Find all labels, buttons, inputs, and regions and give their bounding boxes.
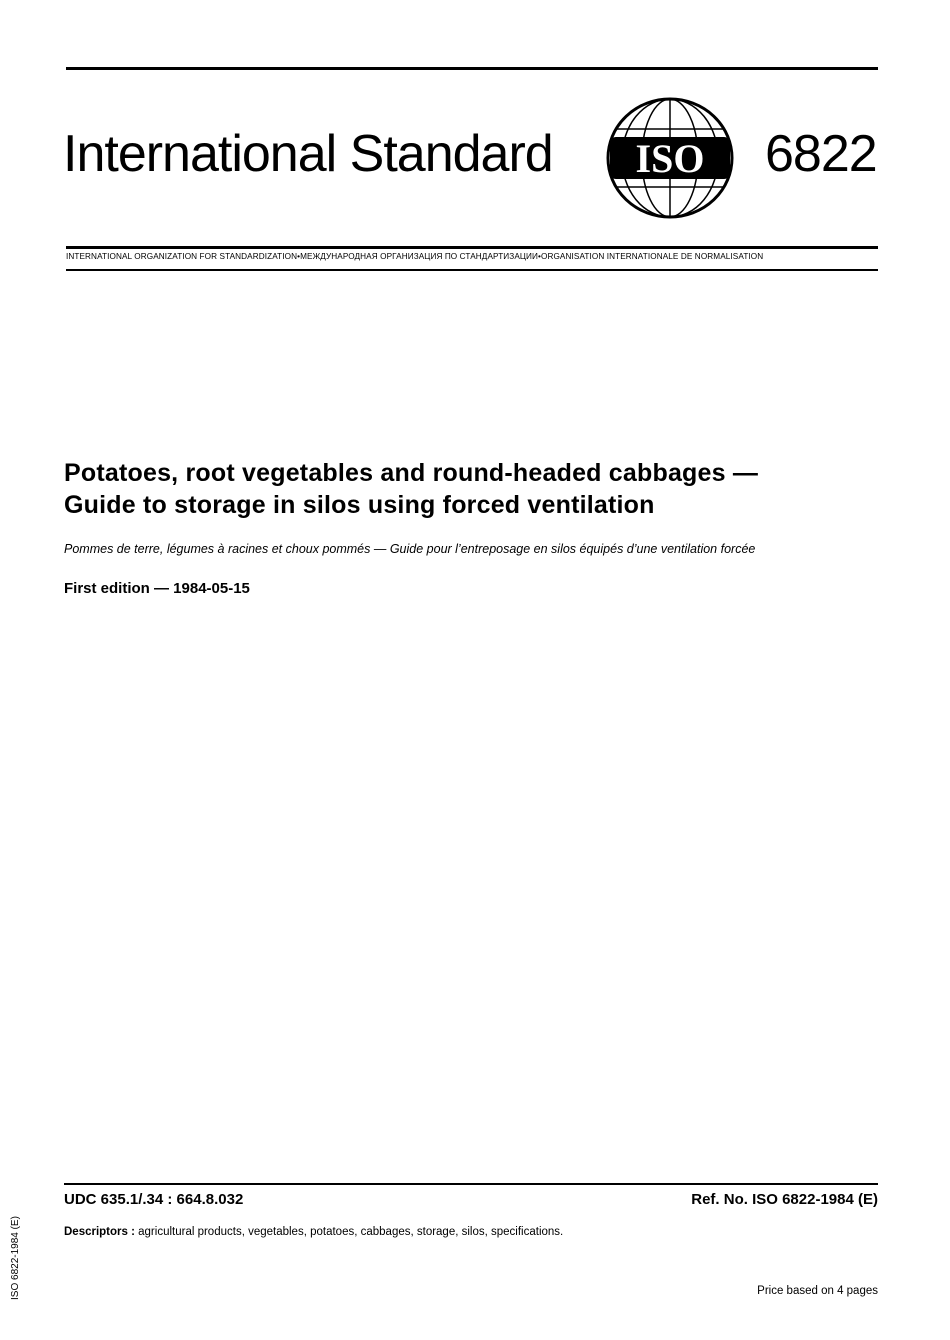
org-rule-top	[66, 246, 878, 249]
edition-date: First edition — 1984-05-15	[64, 580, 250, 597]
descriptors-label: Descriptors :	[64, 1226, 135, 1238]
iso-logo	[606, 97, 734, 219]
standard-title: International Standard	[63, 125, 553, 183]
side-reference: ISO 6822-1984 (E)	[10, 1216, 21, 1300]
org-rule-bottom	[66, 269, 878, 271]
organization-line: INTERNATIONAL ORGANIZATION FOR STANDARDIZATION•МЕЖДУНАРОДНАЯ ОРГАНИЗАЦИЯ ПО СТАНДАРТИЗАЦИИ•ORGANISATION INTERNATIONALE DE NORMALISATION	[66, 252, 764, 261]
top-rule	[66, 67, 878, 70]
standard-number: 6822	[765, 125, 877, 183]
descriptors	[64, 1226, 563, 1238]
iso-logo-text: ISO	[635, 136, 705, 181]
footer-rule	[64, 1183, 878, 1185]
document-title-line-1: Potatoes, root vegetables and round-headed cabbages —	[64, 459, 759, 487]
udc-number: UDC 635.1/.34 : 664.8.032	[64, 1191, 244, 1208]
descriptors-list: agricultural products, vegetables, potatoes, cabbages, storage, silos, specifications.	[138, 1226, 564, 1238]
reference-number: Ref. No. ISO 6822-1984 (E)	[691, 1191, 878, 1208]
document-title	[64, 457, 884, 521]
french-title: Pommes de terre, légumes à racines et choux pommés — Guide pour l’entreposage en silos équipés d’une ventilation forcée	[64, 542, 756, 556]
price-note: Price based on 4 pages	[757, 1285, 878, 1297]
document-title-line-2: Guide to storage in silos using forced ventilation	[64, 491, 655, 519]
